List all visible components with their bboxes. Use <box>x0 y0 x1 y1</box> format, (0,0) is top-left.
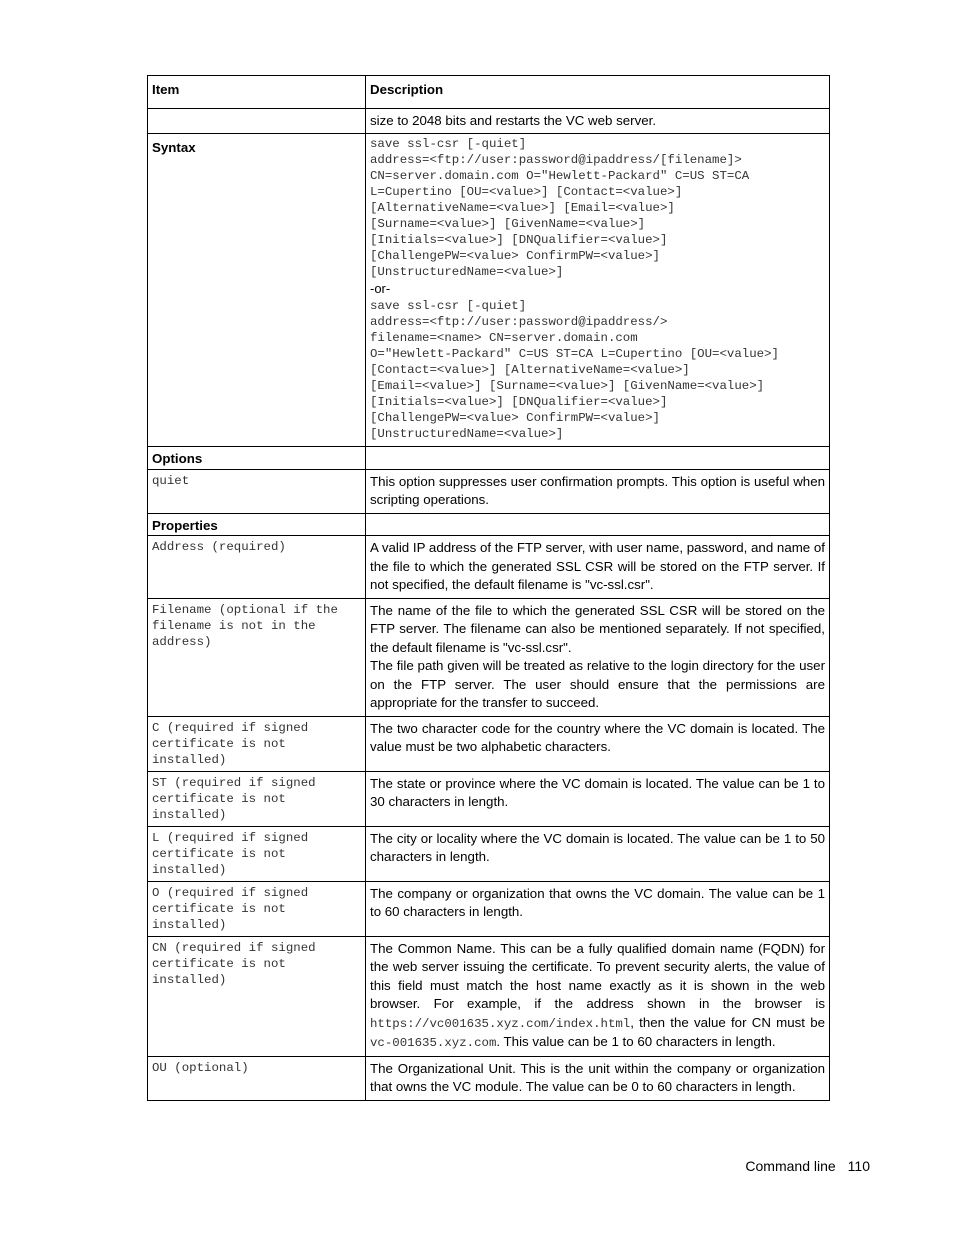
row-description <box>366 881 830 936</box>
section-label-properties: Properties <box>148 513 366 536</box>
description-paragraph: This option suppresses user confirmation prompts. This option is useful when scripting operations. <box>370 473 825 507</box>
description-paragraph: The file path given will be treated as relative to the login directory for the user on the FTP server. The user should ensure that the permissions are appropriate for the transfer to succeed. <box>370 658 825 710</box>
cn-example-url: https://vc001635.xyz.com/index.html <box>370 1016 631 1031</box>
cn-desc-part: The Common Name. This can be a fully qualified domain name (FQDN) for the web server issuing the certificate. To prevent security alerts, the value of this field must match the host name exactly as it is shown in the web browser. For example, if the address shown in the browser is <box>370 940 825 1011</box>
table-row <box>148 536 830 599</box>
row-description <box>366 716 830 771</box>
syntax-row <box>148 134 830 447</box>
table-row <box>148 881 830 936</box>
syntax-line: [Email=<value>] [Surname=<value>] [GivenName=<value>] <box>370 379 765 393</box>
row-description <box>366 771 830 826</box>
table-header-row <box>148 76 830 109</box>
row-item <box>148 108 366 134</box>
row-description-cn <box>366 936 830 1056</box>
properties-table <box>147 75 830 1101</box>
section-empty <box>366 513 830 536</box>
row-description <box>366 598 830 716</box>
row-item: Filename (optional if the filename is not in the address) <box>148 598 366 716</box>
syntax-or: -or- <box>370 281 391 296</box>
row-description: size to 2048 bits and restarts the VC web server. <box>366 108 830 134</box>
description-paragraph: The company or organization that owns the VC domain. The value can be 1 to 60 characters in length. <box>370 885 825 919</box>
section-row-properties <box>148 513 830 536</box>
row-item: CN (required if signed certificate is not installed) <box>148 936 366 1056</box>
row-item: ST (required if signed certificate is not installed) <box>148 771 366 826</box>
table-row <box>148 598 830 716</box>
syntax-code <box>366 134 830 447</box>
header-description: Description <box>366 76 830 109</box>
syntax-line: [ChallengePW=<value> ConfirmPW=<value>] <box>370 249 660 263</box>
cn-desc-part: , then the value for CN must be <box>630 1014 825 1030</box>
row-description <box>366 469 830 513</box>
syntax-line: address=<ftp://user:password@ipaddress/[filename]> <box>370 153 742 167</box>
syntax-line: save ssl-csr [-quiet] <box>370 137 527 151</box>
row-item: O (required if signed certificate is not installed) <box>148 881 366 936</box>
row-item: quiet <box>148 469 366 513</box>
syntax-line: [AlternativeName=<value>] [Email=<value>] <box>370 201 675 215</box>
cn-example-host: vc-001635.xyz.com <box>370 1036 497 1050</box>
section-label-options: Options <box>148 447 366 470</box>
syntax-line: [Contact=<value>] [AlternativeName=<value>] <box>370 363 690 377</box>
syntax-line: save ssl-csr [-quiet] <box>370 299 527 313</box>
row-item: Address (required) <box>148 536 366 599</box>
description-paragraph: A valid IP address of the FTP server, with user name, password, and name of the file to which the generated SSL CSR will be stored on the FTP server. If not specified, the default filename is "vc-ssl.csr". <box>370 540 825 592</box>
header-item: Item <box>148 76 366 109</box>
syntax-line: [UnstructuredName=<value>] <box>370 427 564 441</box>
cn-desc-part: . This value can be 1 to 60 characters in length. <box>496 1034 776 1049</box>
syntax-variant-a <box>370 136 825 280</box>
row-item: C (required if signed certificate is not installed) <box>148 716 366 771</box>
syntax-label: Syntax <box>148 134 366 447</box>
page-footer <box>745 1158 870 1174</box>
section-row-options <box>148 447 830 470</box>
description-paragraph: The city or locality where the VC domain is located. The value can be 1 to 50 characters in length. <box>370 830 825 864</box>
table-row <box>148 716 830 771</box>
section-empty <box>366 447 830 470</box>
syntax-line: [Surname=<value>] [GivenName=<value>] <box>370 217 646 231</box>
syntax-line: [Initials=<value>] [DNQualifier=<value>] <box>370 395 668 409</box>
row-item: L (required if signed certificate is not installed) <box>148 826 366 881</box>
syntax-line: [UnstructuredName=<value>] <box>370 265 564 279</box>
row-item: OU (optional) <box>148 1056 366 1100</box>
footer-section: Command line <box>745 1158 836 1174</box>
table-row <box>148 108 830 134</box>
row-description <box>366 826 830 881</box>
syntax-variant-b <box>370 298 825 442</box>
row-description: The Organizational Unit. This is the unit within the company or organization that owns the VC module. The value can be 0 to 60 characters in length. <box>366 1056 830 1100</box>
table-row-ou <box>148 1056 830 1100</box>
syntax-line: [Initials=<value>] [DNQualifier=<value>] <box>370 233 668 247</box>
syntax-line: [ChallengePW=<value> ConfirmPW=<value>] <box>370 411 660 425</box>
syntax-line: L=Cupertino [OU=<value>] [Contact=<value>] <box>370 185 683 199</box>
syntax-line: address=<ftp://user:password@ipaddress/> <box>370 315 668 329</box>
syntax-line: O="Hewlett-Packard" C=US ST=CA L=Cupertino [OU=<value>] <box>370 347 779 361</box>
syntax-line: CN=server.domain.com O="Hewlett-Packard" C=US ST=CA <box>370 169 750 183</box>
description-paragraph: The name of the file to which the generated SSL CSR will be stored on the FTP server. The filename can also be mentioned separately. If not specified, the default filename is "vc-ssl.csr". <box>370 602 825 655</box>
table-row <box>148 771 830 826</box>
row-description <box>366 536 830 599</box>
description-paragraph: The two character code for the country where the VC domain is located. The value must be two alphabetic characters. <box>370 720 825 754</box>
page-number: 110 <box>847 1158 870 1174</box>
table-row <box>148 826 830 881</box>
table-row <box>148 469 830 513</box>
description-paragraph: The state or province where the VC domain is located. The value can be 1 to 30 characters in length. <box>370 775 825 809</box>
syntax-line: filename=<name> CN=server.domain.com <box>370 331 638 345</box>
table-row-cn <box>148 936 830 1056</box>
